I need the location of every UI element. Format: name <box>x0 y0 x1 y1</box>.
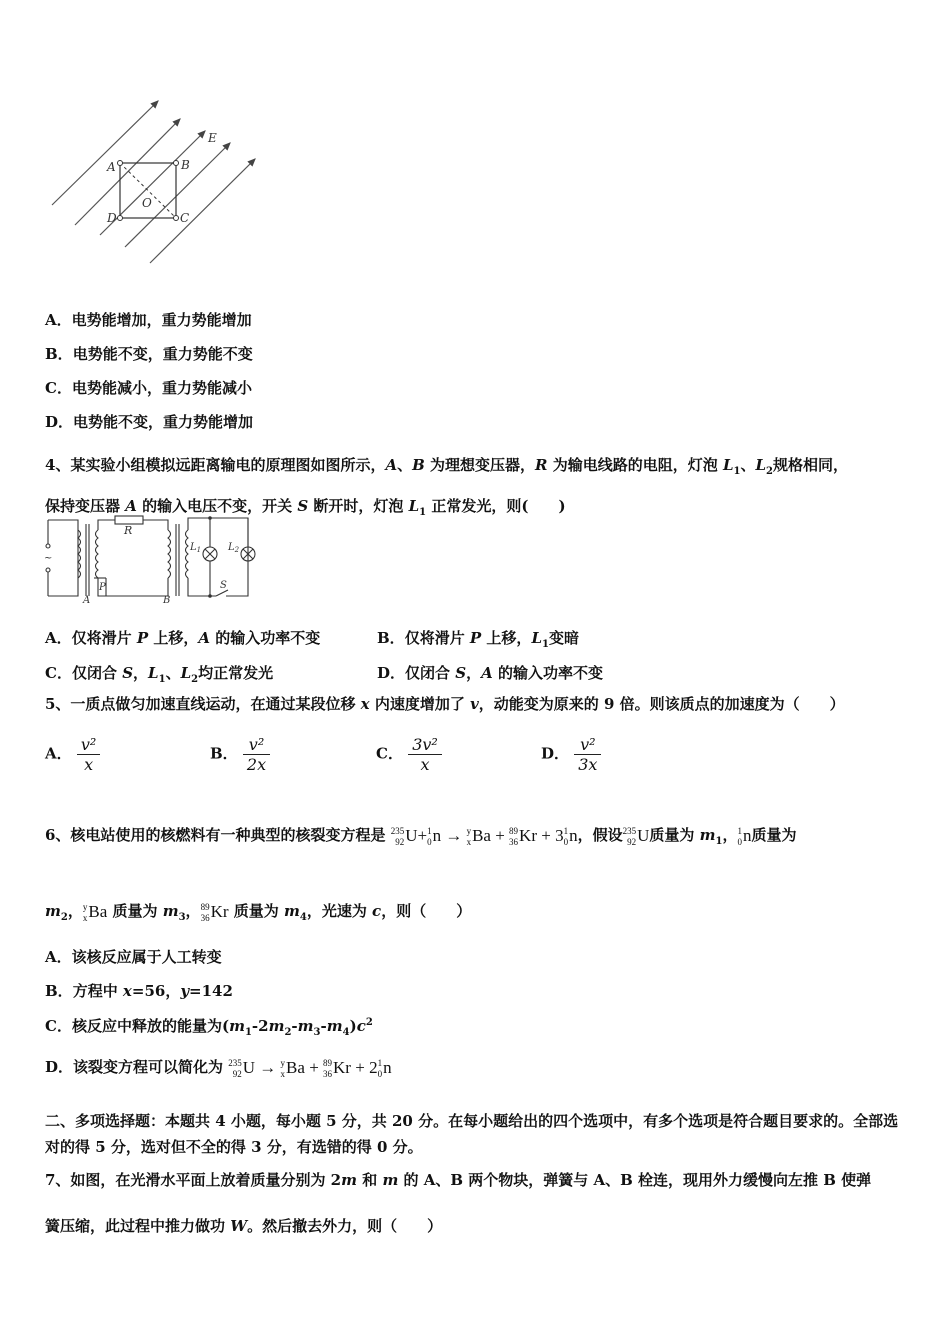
q5-option-a: A． $\frac{\text{v²}}{x}$ <box>45 735 100 774</box>
transmission-circuit-figure <box>40 512 270 604</box>
q3-option-b: B．电势能不变，重力势能不变 <box>45 345 253 363</box>
q6-option-b: B．方程中 x=56，y=142 <box>45 982 233 1000</box>
square-field-figure <box>40 95 280 270</box>
q6-option-a: A．该核反应属于人工转变 <box>45 948 222 966</box>
q6-option-d: D．该裂变方程可以简化为 235 92 U → y x Ba + 89 36 Kr + 2 1 0 n <box>45 1052 392 1083</box>
simplified-fission-equation: 235 92 U → y x Ba + 89 36 Kr + 2 1 0 n <box>228 1058 392 1080</box>
resistor-label: R <box>124 524 133 537</box>
slider-label: P <box>99 582 106 593</box>
label-c: C <box>180 211 190 225</box>
field-line <box>52 101 158 205</box>
q4-option-b: B．仅将滑片 P 上移，$L_1$变暗 <box>377 629 579 650</box>
q4-stem: 4、某实验小组模拟远距离输电的原理图如图所示，A、B 为理想变压器，R 为输电线路的电阻，灯泡 $L_1$、$L_2$规格相同， 保持变压器 A 的输入电压不变，开关 S 断开时，灯泡 $L_1$ 正常发光，则( ) <box>45 456 849 518</box>
q3-option-d: D．电势能不变，重力势能增加 <box>45 413 254 431</box>
label-e: E <box>208 131 217 145</box>
q5-option-c: C． $\frac{\text{3v²}}{x}$ <box>376 735 442 774</box>
label-d: D <box>107 211 117 225</box>
label-o: O <box>142 196 152 210</box>
label-a: A <box>107 160 116 174</box>
section2-instructions: 二、多项选择题：本题共 4 小题，每小题 5 分，共 20 分。在每小题给出的四个选项中，有多个选项是符合题目要求的。全部选对的得 5 分，选对但不全的得 3 分，有选错的得 0 分。 <box>45 1112 899 1156</box>
fission-equation: 235 92 U+ 1 0 n → y x Ba + 89 36 Kr + 3 1 0 n <box>390 826 578 848</box>
q7-stem: 7、如图，在光滑水平面上放着质量分别为 2m 和 m 的 A、B 两个物块，弹簧与 A、B 栓连，现用外力缓慢向左推 B 使弹 簧压缩，此过程中推力做功 W。然后撤去外力，则（ ） <box>45 1171 872 1235</box>
q6-option-c: C．核反应中释放的能量为$(m_1-2m_2-m_3-m_4)c^2$ <box>45 1017 373 1038</box>
field-line <box>150 159 255 263</box>
transformer-a-label: A <box>83 595 91 604</box>
q4-option-d: D．仅闭合 S，A 的输入功率不变 <box>377 664 603 682</box>
transformer-b-label: B <box>163 595 171 604</box>
label-b: B <box>181 158 190 172</box>
q5-stem: 5、一质点做匀加速直线运动，在通过某段位移 x 内速度增加了 v，动能变为原来的 9 倍。则该质点的加速度为（ ） <box>45 695 845 713</box>
q4-option-a: A．仅将滑片 P 上移，A 的输入功率不变 <box>45 629 321 647</box>
q6-stem-line2: $m_2$， y x Ba 质量为 $m_3$， 89 36 Kr 质量为 $m_4$，光速为 c，则（ ） <box>45 902 472 924</box>
q3-option-c: C．电势能减小，重力势能减小 <box>45 379 252 397</box>
q6-stem-line1: 6、核电站使用的核燃料有一种典型的核裂变方程是 235 92 U+ 1 0 n → y x Ba + 89 36 Kr + 3 1 0 n，假设 235 92 U质量为 $m_1$， 1 0 n质量为 <box>45 820 797 857</box>
switch-label: S <box>220 580 227 591</box>
q5-option-b: B． $\frac{\text{v²}}{2x}$ <box>210 735 270 774</box>
lamp2-label: $L_2$ <box>228 542 240 554</box>
lamp1-label: $L_1$ <box>190 542 202 554</box>
q3-option-a: A．电势能增加，重力势能增加 <box>45 311 252 329</box>
ac-source-symbol: ~ <box>44 553 53 564</box>
q4-option-c: C．仅闭合 S，$L_1$、$L_2$均正常发光 <box>45 664 274 685</box>
q5-option-d: D． $\frac{\text{v²}}{3x}$ <box>541 735 601 774</box>
